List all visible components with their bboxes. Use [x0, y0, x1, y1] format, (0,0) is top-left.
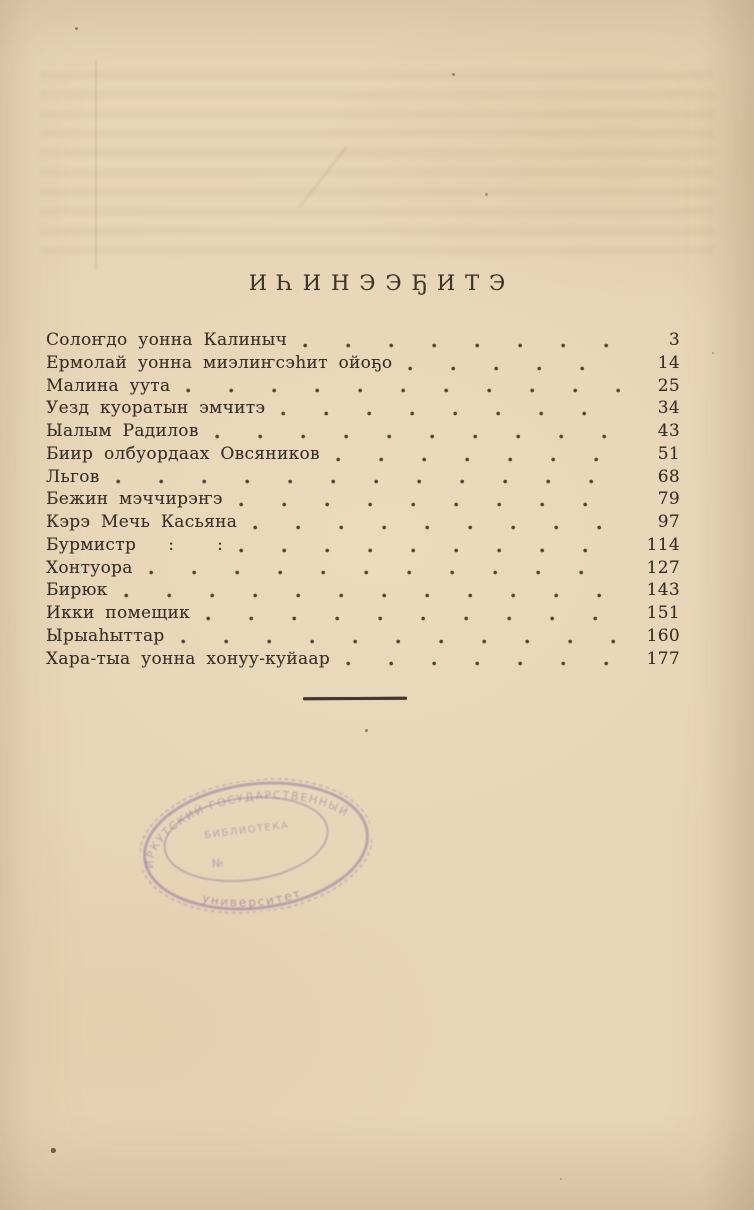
- dot-leader: [215, 433, 620, 440]
- contents-heading: ИҺИНЭЭҔИТЭ: [248, 271, 516, 295]
- toc-entry-page: 177: [646, 648, 680, 669]
- toc-entry-title: Бирюк: [46, 580, 108, 601]
- toc-entry-title: Малина уута: [46, 375, 171, 396]
- toc-entry-page: 3: [668, 330, 680, 350]
- table-of-contents: [46, 330, 680, 671]
- paper-speck: [485, 193, 488, 196]
- toc-entry-title: Икки помещик: [46, 603, 191, 623]
- toc-entry-title: Хара-тыа уонна хонуу-куйаар: [46, 648, 331, 669]
- toc-entry-page: 14: [657, 352, 680, 373]
- dot-leader: [181, 638, 620, 645]
- toc-entry-page: 151: [646, 603, 680, 623]
- paper-speck: [51, 1148, 56, 1153]
- toc-entry-page: 25: [657, 375, 680, 396]
- toc-entry-title: Бурмистр : :: [46, 534, 224, 555]
- paper-fiber: [95, 60, 97, 270]
- toc-entry: [46, 421, 680, 444]
- stamp-number-sign: №: [211, 856, 225, 871]
- toc-entry: [46, 330, 680, 353]
- dot-leader: [116, 478, 620, 485]
- toc-entry-page: 97: [657, 512, 680, 532]
- paper-speck: [560, 1178, 562, 1180]
- toc-entry: [46, 626, 680, 649]
- toc-entry: [46, 376, 680, 399]
- toc-entry: [46, 603, 680, 626]
- toc-entry-title: Кэрэ Мечь Касьяна: [46, 512, 238, 532]
- toc-entry: [46, 489, 680, 512]
- toc-entry-title: Льгов: [46, 466, 100, 487]
- toc-entry-page: 79: [657, 489, 680, 510]
- section-divider-rule: [303, 697, 407, 700]
- toc-entry-page: 68: [657, 466, 680, 487]
- toc-entry: [46, 353, 680, 376]
- toc-entry-page: 160: [646, 625, 680, 646]
- paper-speck: [452, 73, 455, 76]
- dot-leader: [408, 365, 620, 372]
- toc-entry-title: Биир олбуордаах Овсяников: [46, 443, 320, 464]
- dot-leader: [186, 387, 620, 394]
- toc-entry: [46, 398, 680, 421]
- paper-speck: [365, 729, 368, 732]
- dot-leader: [239, 501, 620, 508]
- toc-entry-title: Хонтуора: [46, 557, 133, 578]
- toc-entry-page: 127: [646, 557, 680, 578]
- toc-entry: [46, 580, 680, 603]
- dot-leader: [253, 524, 620, 531]
- toc-entry-page: 143: [646, 580, 680, 601]
- toc-entry: [46, 467, 680, 490]
- dot-leader: [281, 410, 620, 417]
- dot-leader: [346, 660, 620, 667]
- dot-leader: [149, 569, 620, 576]
- toc-entry-page: 51: [657, 443, 680, 464]
- toc-entry-page: 43: [657, 421, 680, 441]
- stamp-graphic: [133, 766, 379, 925]
- toc-entry-title: Солоҥдо уонна Калиныч: [46, 330, 288, 350]
- toc-entry-title: Уезд куоратын эмчитэ: [46, 398, 266, 419]
- toc-entry: [46, 444, 680, 467]
- dot-leader: [336, 456, 620, 463]
- toc-entry: [46, 649, 680, 672]
- dot-leader: [124, 592, 620, 599]
- toc-entry-page: 34: [657, 398, 680, 419]
- toc-entry: [46, 512, 680, 535]
- dot-leader: [206, 615, 620, 622]
- toc-entry-title: Ырыаһыттар: [46, 625, 165, 646]
- library-oval-stamp: [133, 766, 379, 925]
- toc-entry-title: Ермолай уонна миэлиҥсэһит ойоҕо: [46, 352, 393, 373]
- paper-speck: [75, 27, 78, 30]
- toc-entry-title: Ыалым Радилов: [46, 421, 199, 441]
- toc-entry-page: 114: [646, 534, 680, 555]
- stamp-center-text: БИБЛИОТЕКА: [203, 819, 290, 842]
- ink-bleed-through: [40, 64, 714, 264]
- paper-speck: [712, 352, 714, 354]
- dot-leader: [303, 342, 620, 349]
- stamp-arc-bottom-text: университет: [200, 885, 304, 910]
- toc-entry: [46, 535, 680, 558]
- toc-entry-title: Бежин мэччирэҥэ: [46, 489, 223, 510]
- stamp-arc-top-text: ИРКУТСКИЙ ГОСУДАРСТВЕННЫЙ: [142, 788, 352, 870]
- toc-entry: [46, 558, 680, 581]
- dot-leader: [239, 547, 620, 554]
